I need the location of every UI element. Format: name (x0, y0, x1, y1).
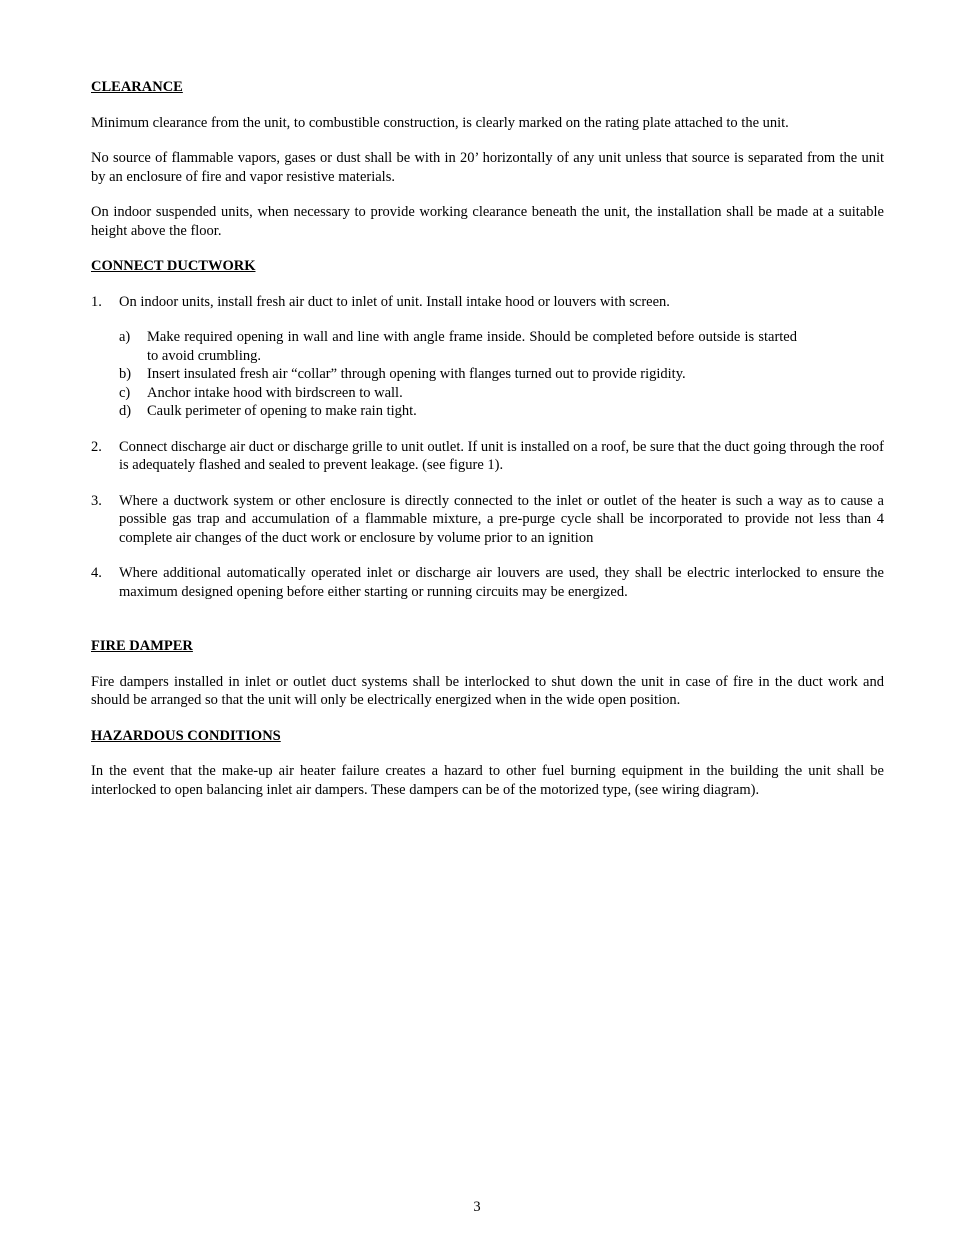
ductwork-item-3 (91, 492, 884, 548)
subitem-letter: b) (119, 366, 132, 382)
subitem-text: Caulk perimeter of opening to make rain tight. (147, 403, 417, 419)
item-text: On indoor units, install fresh air duct to inlet of unit. Install intake hood or louvers with screen. (119, 293, 670, 310)
ductwork-subitem-c (91, 384, 797, 403)
clearance-paragraph-3: On indoor suspended units, when necessary to provide working clearance beneath the unit, the installation shall be made at a suitable height above the floor. (91, 204, 884, 239)
subitem-text: Make required opening in wall and line with angle frame inside. Should be completed before outside is started to avoid crumbling. (147, 329, 797, 364)
item-text: Connect discharge air duct or discharge grille to unit outlet. If unit is installed on a roof, be sure that the duct going through the roof is adequately flashed and sealed to prevent leakage. (see figure 1). (119, 438, 884, 473)
fire-damper-heading: FIRE DAMPER (91, 638, 193, 654)
clearance-paragraph-2: No source of flammable vapors, gases or dust shall be with in 20’ horizontally of any unit unless that source is separated from the unit by an enclosure of fire and vapor resistive materials. (91, 150, 884, 185)
ductwork-subitem-a (91, 328, 797, 365)
fire-damper-paragraph: Fire dampers installed in inlet or outlet duct systems shall be interlocked to shut down the unit in case of fire in the duct work and should be arranged so that the unit will only be electrically energized when in the wide open position. (91, 673, 884, 708)
item-text: Where additional automatically operated inlet or discharge air louvers are used, they shall be electric interlocked to ensure the maximum designed opening before either starting or running circuits may be energized. (119, 565, 884, 600)
ductwork-subitem-b (91, 365, 797, 384)
item-number: 3. (91, 492, 102, 509)
ductwork-list (91, 293, 884, 602)
subitem-text: Anchor intake hood with birdscreen to wall. (147, 384, 403, 401)
page-number: 3 (473, 1199, 481, 1215)
ductwork-sublist (119, 328, 884, 421)
item-number: 2. (91, 438, 102, 455)
ductwork-item-4 (91, 564, 884, 601)
clearance-paragraph-1: Minimum clearance from the unit, to combustible construction, is clearly marked on the rating plate attached to the unit. (91, 114, 789, 131)
item-number: 4. (91, 565, 102, 581)
subitem-text: Insert insulated fresh air “collar” through opening with flanges turned out to provide rigidity. (147, 366, 686, 382)
hazardous-heading: HAZARDOUS CONDITIONS (91, 727, 281, 744)
hazardous-paragraph: In the event that the make-up air heater failure creates a hazard to other fuel burning equipment in the building the unit shall be interlocked to open balancing inlet air dampers. These dampers can be of the motorized type, (see wiring diagram). (91, 763, 884, 798)
item-text: Where a ductwork system or other enclosure is directly connected to the inlet or outlet of the heater is such a way as to cause a possible gas trap and accumulation of a flammable mixture, a pre-purge cycle shall be incorporated to provide not less than 4 complete air changes of the duct work or enclosure by volume prior to an ignition (119, 492, 884, 546)
ductwork-subitem-d (91, 402, 797, 421)
subitem-letter: a) (119, 329, 131, 345)
item-number: 1. (91, 293, 102, 310)
ductwork-heading: CONNECT DUCTWORK (91, 258, 256, 274)
subitem-letter: c) (119, 384, 131, 401)
ductwork-item-2 (91, 438, 884, 475)
document-page (91, 78, 884, 799)
clearance-heading: CLEARANCE (91, 79, 183, 95)
ductwork-item-1 (91, 293, 884, 421)
subitem-letter: d) (119, 403, 132, 419)
